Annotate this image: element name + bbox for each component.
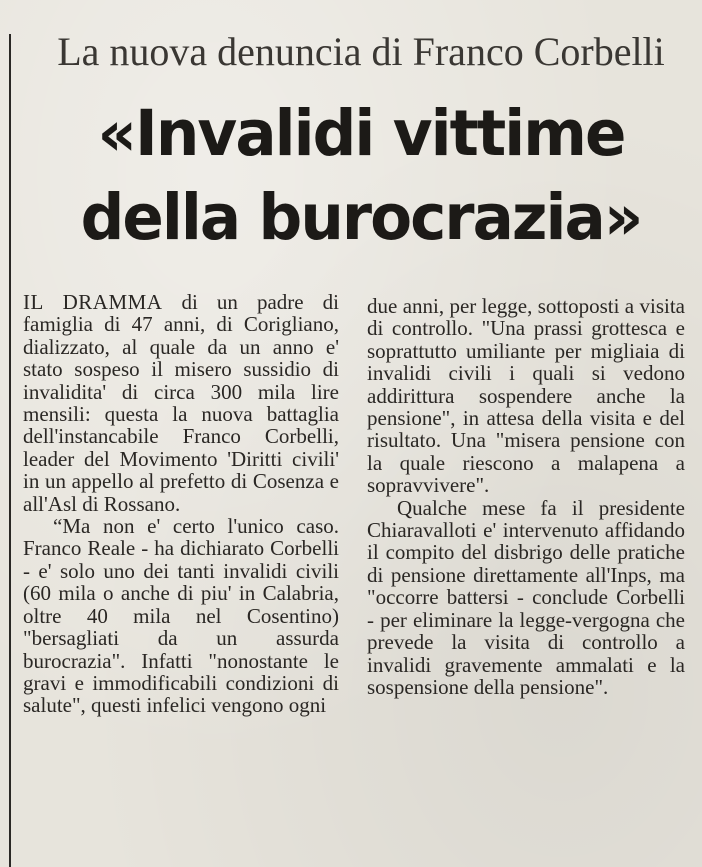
column-rule — [9, 34, 11, 867]
right-paragraph-1: due anni, per legge, sottoposti a visita di controllo. "Una prassi grottesca e soprattutto umiliante per migliaia di invalidi civili i quali si vedono addirittura sospendere anche la pensione", in attesa della visita e del risultato. Una "misera pensione con la quale riescono a malapena a sopravvivere". — [367, 294, 685, 498]
headline-line-2: della burocrazia» — [80, 181, 642, 254]
headline-line-1: «Invalidi vittime — [97, 97, 625, 170]
left-paragraph-1 — [23, 291, 339, 515]
left-text-column — [23, 291, 339, 717]
article-headline — [30, 92, 692, 260]
left-paragraph-2: “Ma non e' certo l'unico caso. Franco Reale - ha dichiarato Corbelli - e' solo uno dei tanti invalidi civili (60 mila o anche di piu' in Calabria, oltre 40 mila nel Cosentino) "bersagliati da un assurda burocrazia". Infatti "nonostante le gravi e immodificabili condizioni di salute", questi infelici vengono ogni — [23, 514, 339, 718]
article-kicker: La nuova denuncia di Franco Corbelli — [57, 29, 665, 74]
right-paragraph-2: Qualche mese fa il presidente Chiaravalloti e' intervenuto affidando il compito del disbrigo delle pratiche di pensione direttamente all'Inps, ma "occorre battersi - conclude Corbelli - per eliminare la legge-vergogna che prevede la visita di controllo a invalidi gravemente ammalati e la sospensione della pensione". — [367, 495, 685, 699]
lead-in: IL DRAMMA — [23, 290, 163, 314]
left-paragraph-1-text: di un padre di famiglia di 47 anni, di Corigliano, dializzato, al quale da un anno e' stato sospeso il misero sussidio di invalidita' di circa 300 mila lire mensili: questa la nuova battaglia dell'instancabile Franco Corbelli, leader del Movimento 'Diritti civili' in un appello al prefetto di Cosenza e all'Asl di Rossano. — [23, 290, 339, 516]
right-text-column — [367, 295, 685, 698]
